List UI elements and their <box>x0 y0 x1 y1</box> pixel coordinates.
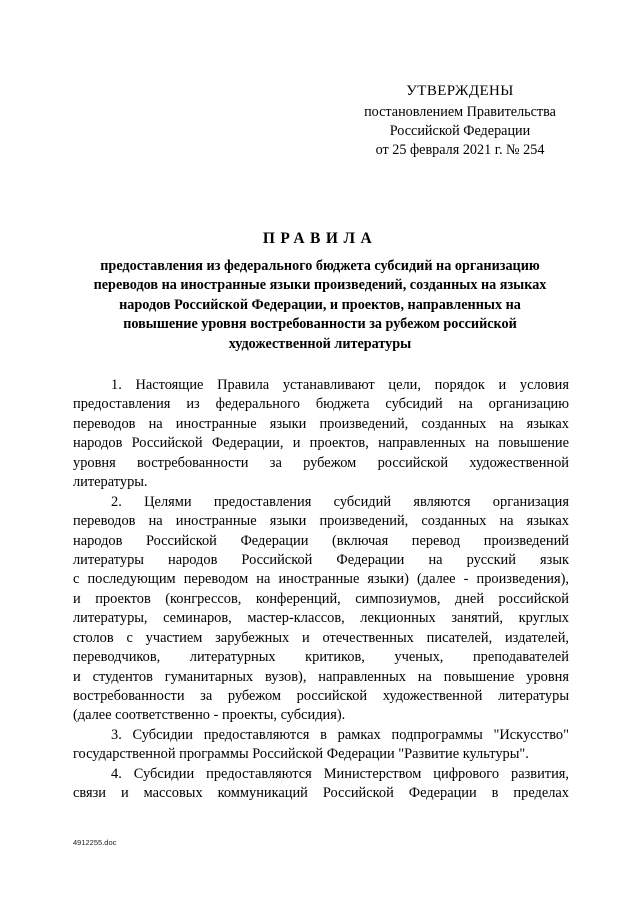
body-line: народов Российской Федерации, и проектов, направленных на повышение <box>73 435 569 452</box>
body-line: государственной программы Российской Федерации "Развитие культуры". <box>73 746 529 763</box>
body-line: 4. Субсидии предоставляются Министерством цифрового развития, <box>111 765 569 782</box>
body-line: связи и массовых коммуникаций Российской Федерации в пределах <box>73 785 569 802</box>
body-line: и студентов гуманитарных вузов), направленных на повышение уровня <box>73 668 569 685</box>
body-line: уровня востребованности за рубежом российской художественной <box>73 454 569 471</box>
paragraph-3 <box>73 726 569 765</box>
paragraph-1 <box>73 376 569 493</box>
body-line: литературы народов Российской Федерации на русский язык <box>73 551 569 568</box>
subtitle-line: художественной литературы <box>228 335 412 352</box>
approval-line-2: Российской Федерации <box>389 123 531 139</box>
body-line: переводов на иностранные языки произведений, созданных на языках <box>73 513 569 530</box>
document-title: ПРАВИЛА <box>262 230 378 247</box>
body-line: и проектов (конгрессов, конференций, симпозиумов, дней российской <box>73 590 569 607</box>
body-line: предоставления из федерального бюджета субсидий на организацию <box>73 396 569 413</box>
body-line: литературы, семинаров, мастер-классов, лекционных занятий, круглых <box>73 610 569 627</box>
approval-line-1: постановлением Правительства <box>364 104 556 120</box>
body-line: востребованности за рубежом российской художественной литературы <box>73 688 569 704</box>
body-line: с последующим переводом на иностранные языки) (далее - произведения), <box>73 571 569 588</box>
approval-block <box>340 82 580 160</box>
body-line: народов Российской Федерации (включая перевод произведений <box>73 532 569 549</box>
approval-heading: УТВЕРЖДЕНЫ <box>406 83 514 99</box>
subtitle-line: предоставления из федерального бюджета субсидий на организацию <box>100 258 540 274</box>
body-line: (далее соответственно - проекты, субсидия). <box>73 707 346 724</box>
body-line: столов с участием зарубежных и отечественных писателей, издателей, <box>73 629 569 646</box>
file-name-footer: 4912255.doc <box>73 838 117 847</box>
approval-line-3: от 25 февраля 2021 г. № 254 <box>375 142 545 158</box>
body-line: 1. Настоящие Правила устанавливают цели, порядок и условия <box>111 377 569 393</box>
paragraph-2 <box>73 493 569 726</box>
body-line: переводов на иностранные языки произведений, созданных на языках <box>73 415 569 432</box>
body-line: литературы. <box>73 474 148 491</box>
subtitle-line: переводов на иностранные языки произведений, созданных на языках <box>93 277 547 294</box>
paragraph-4 <box>73 765 569 804</box>
document-subtitle <box>80 257 560 354</box>
subtitle-line: повышение уровня востребованности за рубежом российской <box>123 316 517 333</box>
body-line: переводчиков, литературных критиков, ученых, преподавателей <box>73 649 569 666</box>
body-line: 3. Субсидии предоставляются в рамках подпрограммы "Искусство" <box>111 726 569 743</box>
document-body <box>73 376 569 804</box>
body-line: 2. Целями предоставления субсидий являются организация <box>111 493 569 510</box>
subtitle-line: народов Российской Федерации, и проектов, направленных на <box>119 296 521 313</box>
